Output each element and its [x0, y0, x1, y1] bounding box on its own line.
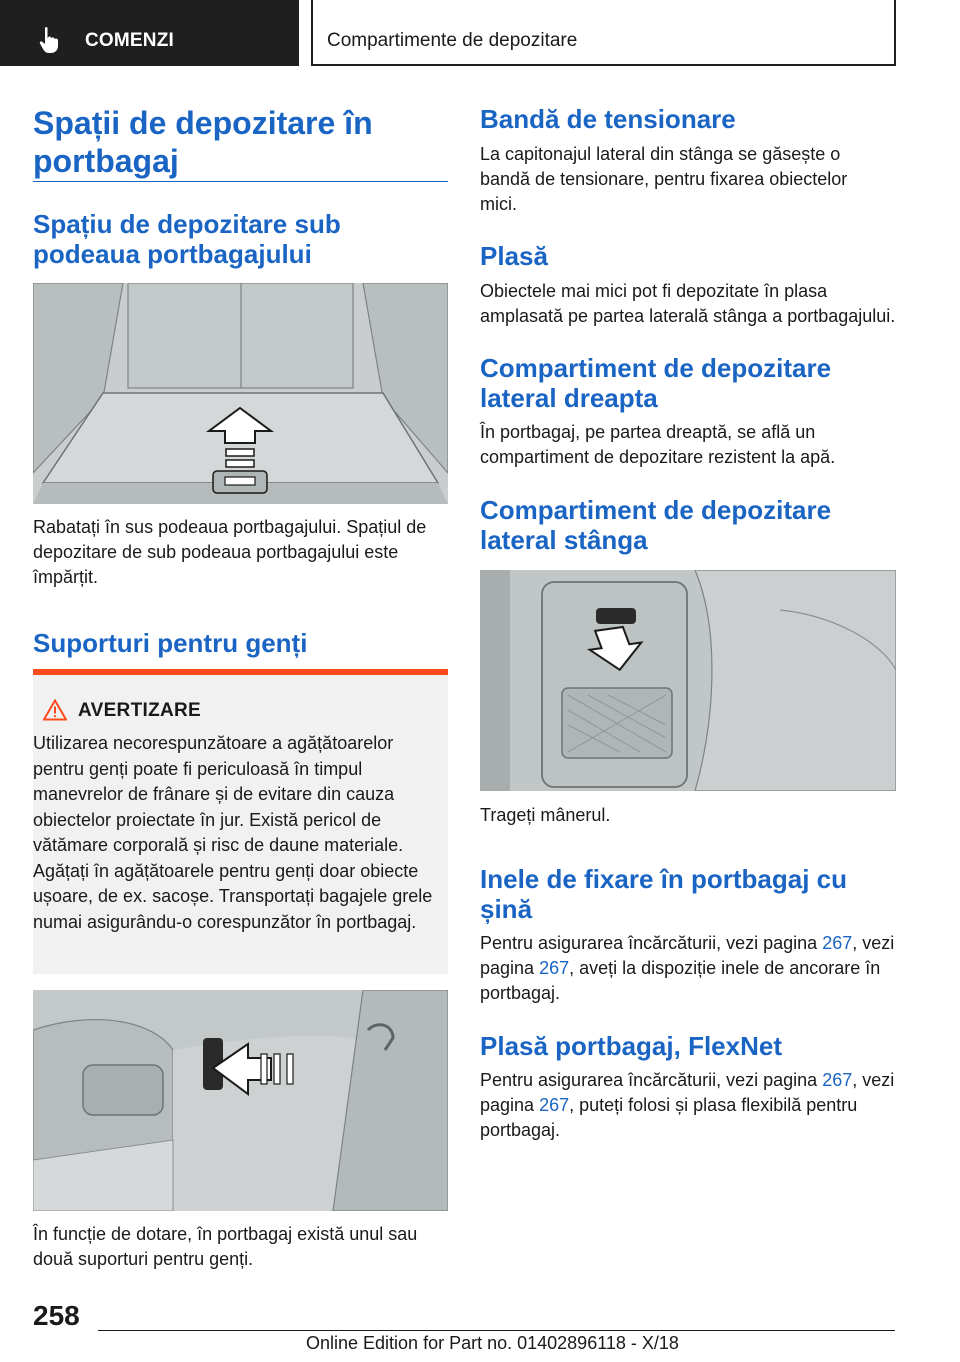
- page-number: 258: [33, 1300, 80, 1331]
- bag-hooks-caption: În funcție de dotare, în portbagaj există unul sau două suporturi pentru genți.: [33, 1224, 418, 1269]
- page-link-267[interactable]: 267: [822, 933, 853, 953]
- underfloor-heading: Spațiu de depozitare sub podeaua portbagajului: [33, 209, 341, 269]
- left-compartment-heading: Compartiment de depozitare lateral stânga: [480, 495, 832, 555]
- lashing-rings-text: Pentru asigurarea încărcăturii, vezi pagina 267, vezi pagina 267, aveți la dispoziție inele de ancorare în portbagaj.: [480, 933, 895, 1003]
- flexnet-heading: Plasă portbagaj, FlexNet: [480, 1031, 782, 1061]
- net-text: Obiectele mai mici pot fi depozitate în plasa amplasată pe partea laterală stânga a portbagajului.: [480, 281, 896, 326]
- edition-info: Online Edition for Part no. 01402896118 - X/18: [306, 1333, 679, 1353]
- section-header: [311, 0, 896, 66]
- tension-strap-text: La capitonajul lateral din stânga se găsește o bandă de tensionare, pentru fixarea obiectelor mici.: [480, 144, 848, 214]
- tension-strap-heading: Bandă de tensionare: [480, 104, 736, 134]
- left-compartment-caption: Trageți mânerul.: [480, 805, 611, 825]
- warning-box: [33, 669, 448, 974]
- warning-text: Utilizarea necorespunzătoare a agățătoarelor pentru genți poate fi periculoasă în timpul manevrelor de frânare și de evitare din cauza obiectelor proiectate în jur. Există pericol de vătămare corporală și risc de daune materiale. Agățați în agățătoarele pentru genți doar obiecte ușoare, de ex. sacoșe. Transportați bagajele grele numai asigurându-o corespunzător în portbagaj.: [33, 733, 433, 932]
- chapter-tab[interactable]: [0, 0, 299, 66]
- warning-triangle-icon: [43, 699, 67, 721]
- underfloor-caption: Rabatați în sus podeaua portbagajului. Spațiul de depozitare de sub podeaua portbagajului este împărțit.: [33, 517, 427, 587]
- footer-divider: [98, 1330, 895, 1331]
- warning-title: AVERTIZARE: [78, 700, 201, 721]
- left-compartment-illustration: [480, 570, 896, 791]
- flexnet-text: Pentru asigurarea încărcăturii, vezi pagina 267, vezi pagina 267, puteți folosi și plasa flexibilă pentru portbagaj.: [480, 1070, 895, 1140]
- right-compartment-text: În portbagaj, pe partea dreaptă, se află un compartiment de depozitare rezistent la apă.: [480, 422, 836, 467]
- page-link-267[interactable]: 267: [539, 1095, 570, 1115]
- right-compartment-heading: Compartiment de depozitare lateral dreapta: [480, 353, 832, 413]
- net-heading: Plasă: [480, 241, 548, 271]
- page-title: Spații de depozitare în portbagaj: [33, 105, 373, 179]
- section-title: Compartimente de depozitare: [327, 30, 578, 51]
- underfloor-storage-illustration: [33, 283, 448, 504]
- lashing-rings-heading: Inele de fixare în portbagaj cu șină: [480, 864, 847, 924]
- bag-hook-illustration: [33, 990, 448, 1211]
- page-link-267[interactable]: 267: [539, 958, 570, 978]
- bag-hooks-heading: Suporturi pentru genți: [33, 628, 308, 658]
- page-link-267[interactable]: 267: [822, 1070, 853, 1090]
- chapter-title: COMENZI: [85, 30, 175, 51]
- hand-pointer-icon: [38, 26, 62, 54]
- title-divider: [33, 181, 448, 182]
